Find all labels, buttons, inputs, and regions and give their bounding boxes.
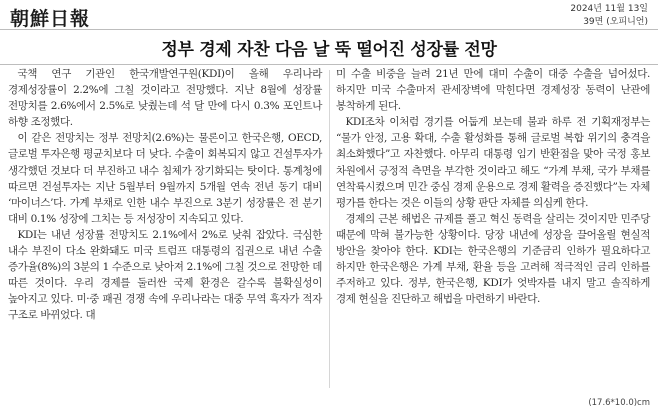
paragraph: 이 같은 전망치는 정부 전망치(2.6%)는 물론이고 한국은행, OECD, 글로벌 투자은행 평균치보다 더 낮다. 수출이 회복되지 않고 건설투자가 생각했던 것보다 더 부진하고 내수 침체가 장기화되는 탓이다. 통계청에 따르면 건설투자는 지난 5월부터 9월까지 5개월 연속 전년 동기 대비 ‘마이너스’다. 가계 부채로 인한 내수 부진으로 3분기 성장률은 전 분기 대비 0.1% 성장에 그치는 등 저성장이 지속되고 있다. bbox=[8, 132, 322, 225]
headline-box bbox=[0, 29, 658, 65]
publication-meta bbox=[570, 3, 648, 29]
paragraph: KDI조차 이처럼 경기를 어둡게 보는데 불과 하루 전 기획재정부는 “물가 안정, 고용 확대, 수출 활성화를 통해 글로벌 복합 위기의 충격을 최소화했다”고 자찬했다. 아무리 대통령 임기 반환점을 맞아 국정 홍보 차원에서 긍정적 측면을 부각한 것이라고 해도 “가계 부채, 국가 부채를 연착륙시켰으며 민간 중심 경제 운용으로 경제 활력을 증진했다”는 자체 평가를 한다는 것은 이들의 상황 판단 자체를 의심케 한다. bbox=[336, 116, 650, 209]
article-column-left bbox=[8, 66, 322, 324]
page-section: 39면 (오피니언) bbox=[583, 17, 648, 27]
paragraph: 경제의 근본 해법은 규제를 풀고 혁신 동력을 살리는 것이지만 민주당 때문에 막혀 불가능한 상황이다. 당장 내년에 성장을 끌어올릴 현실적 방안을 찾아야 한다. KDI는 한국은행의 기준금리 인하가 필요하다고 하지만 한국은행은 가계 부채, 환율 등을 고려해 적극적인 금리 인하를 주저하고 있다. 정부, 한국은행, KDI가 엇박자를 내지 말고 솔직하게 경제 현실을 진단하고 해법을 마련하기 바란다. bbox=[336, 212, 650, 306]
paragraph: 국책 연구 기관인 한국개발연구원(KDI)이 올해 우리나라 경제성장률이 2.2%에 그칠 것이라고 전망했다. 지난 8월에 성장률 전망치를 2.6%에서 2.5%로 낮췄는데 석 달 만에 다시 0.3% 포인트나 하향 조정했다. bbox=[8, 68, 322, 129]
paragraph: 미 수출 비중을 늘려 21년 만에 대미 수출이 대중 수출을 넘어섰다. 하지만 미국 수출마저 관세장벽에 막힌다면 경제성장 동력이 난관에 봉착하게 된다. bbox=[336, 68, 650, 113]
newspaper-logo: 朝鮮日報 bbox=[10, 8, 91, 30]
publication-date: 2024년 11월 13일 bbox=[570, 4, 648, 14]
column-divider bbox=[329, 70, 330, 388]
article-headline: 정부 경제 자찬 다음 날 뚝 떨어진 성장률 전망 bbox=[161, 39, 497, 60]
article-column-right bbox=[336, 66, 650, 307]
masthead bbox=[10, 4, 90, 32]
paragraph: KDI는 내년 성장률 전망치도 2.1%에서 2%로 낮춰 잡았다. 극심한 내수 부진이 다소 완화돼도 미국 트럼프 대통령의 집권으로 내년 수출 증가율(8%)의 3분의 1 수준으로 낮아져 2.1%에 그칠 것으로 전망한 데 따른 것이다. 우리 경제를 둘러싼 국제 환경은 갈수록 불확실성이 높아지고 있다. 미·중 패권 경쟁 속에 우리나라는 대중 무역 흑자가 적자 구조로 바뀌었다. 대 bbox=[8, 228, 322, 322]
clipping-size-note: (17.6*10.0)cm bbox=[588, 398, 650, 408]
